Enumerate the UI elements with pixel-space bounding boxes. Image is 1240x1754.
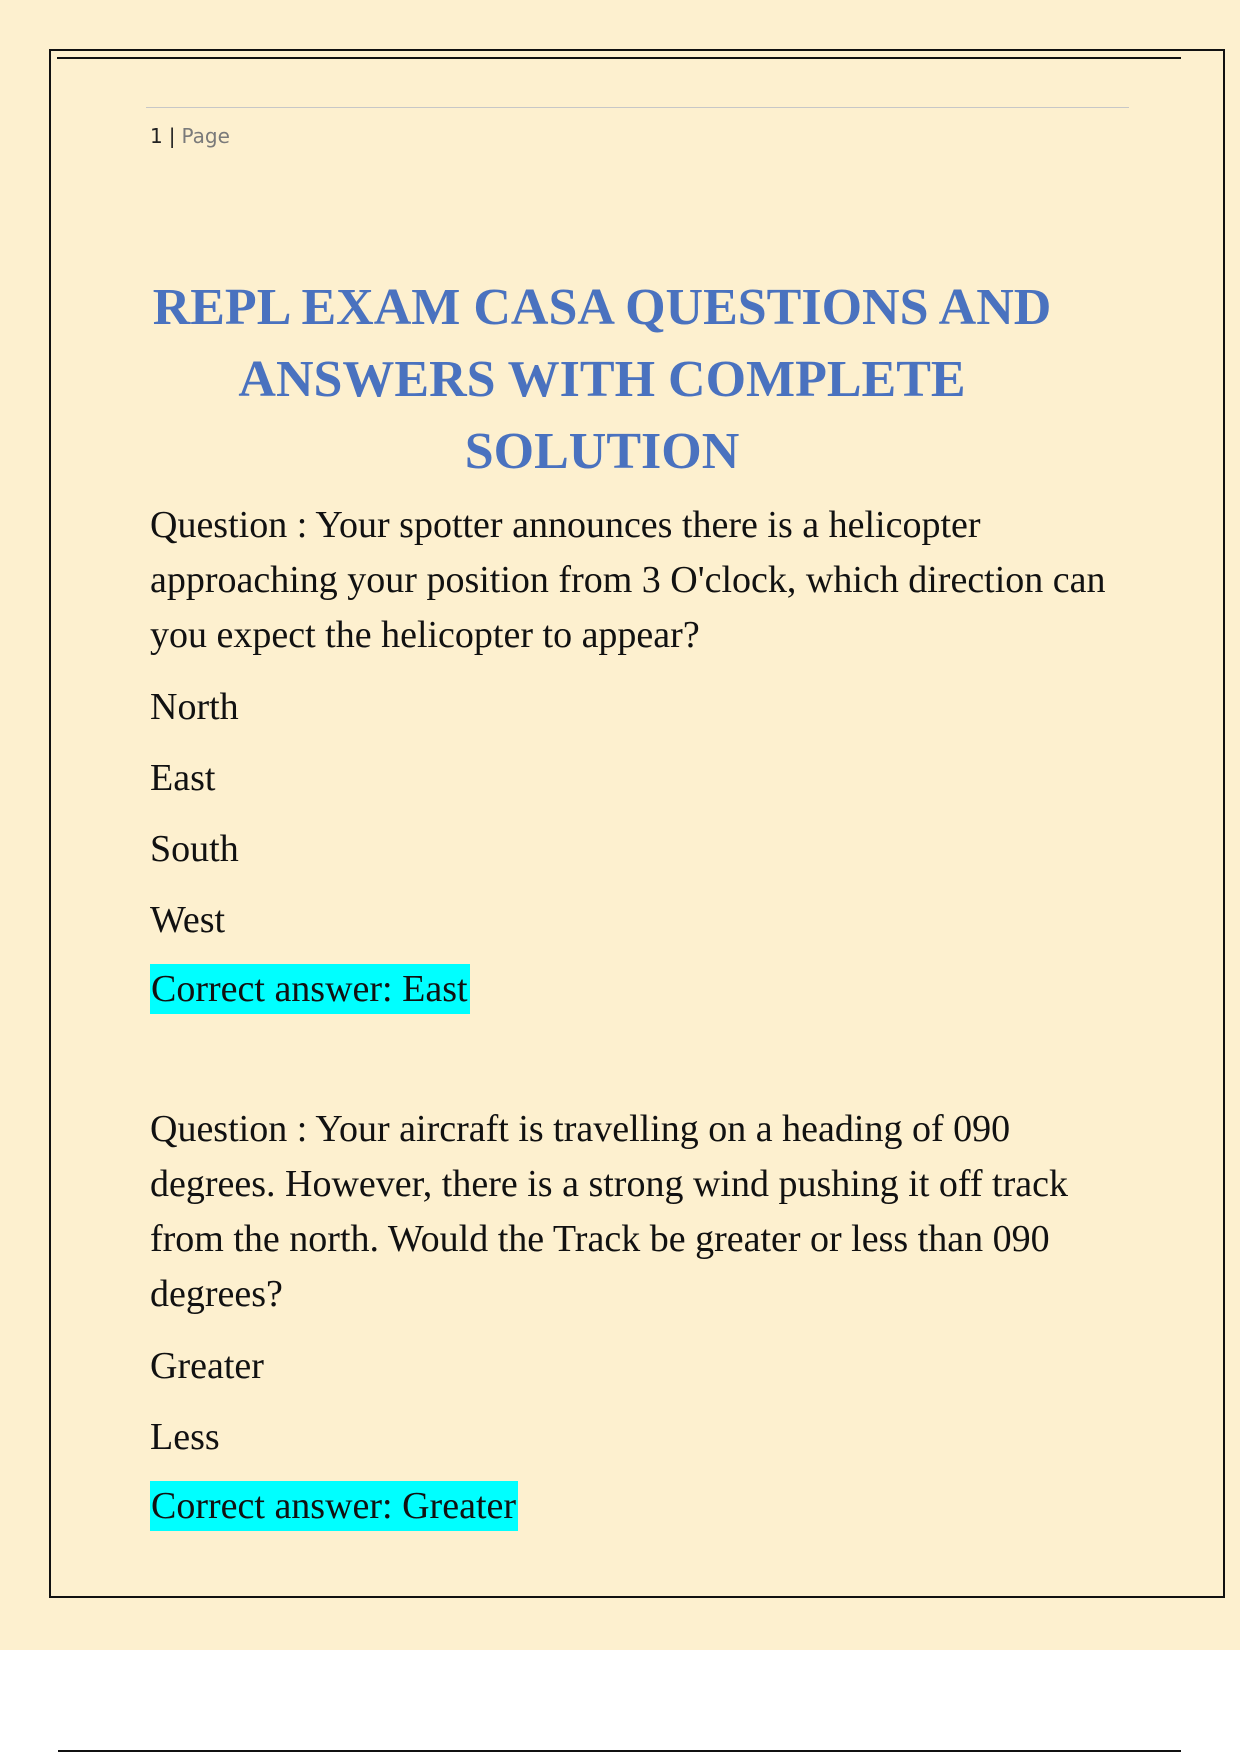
question-text: Question : Your spotter announces there is a helicopter approaching your position from 3 O'clock, which direction can you expect the helicopter to appear? <box>150 504 1106 656</box>
answer-option: East <box>150 757 216 799</box>
question-block-1 <box>150 498 1110 1014</box>
header-divider <box>146 107 1129 108</box>
correct-answer-line <box>150 1481 1110 1531</box>
document-body <box>150 498 1110 1531</box>
answer-option: Less <box>150 1416 220 1458</box>
answer-option: Greater <box>150 1345 264 1387</box>
answer-option: West <box>150 899 226 941</box>
title-line-2: ANSWERS WITH COMPLETE <box>238 351 966 408</box>
title-line-3: SOLUTION <box>464 423 740 480</box>
title-line-1: REPL EXAM CASA QUESTIONS AND <box>152 279 1052 336</box>
page-number: 1 <box>150 124 163 148</box>
next-page-top-border <box>58 1750 1181 1752</box>
answer-option: South <box>150 828 239 870</box>
page-number-header <box>150 124 230 148</box>
page-label: Page <box>181 124 230 148</box>
correct-answer-highlight: Correct answer: East <box>150 964 470 1014</box>
page-number-separator: | <box>168 124 176 148</box>
frame-inner-top-line <box>57 57 1181 59</box>
document-title <box>110 272 1094 488</box>
correct-answer-line <box>150 964 1110 1014</box>
correct-answer-highlight: Correct answer: Greater <box>150 1481 518 1531</box>
question-text: Question : Your aircraft is travelling on a heading of 090 degrees. However, there is a strong wind pushing it off track from the north. Would the Track be greater or less than 090 degrees? <box>150 1108 1068 1315</box>
question-block-2 <box>150 1102 1110 1531</box>
answer-option: North <box>150 686 239 728</box>
